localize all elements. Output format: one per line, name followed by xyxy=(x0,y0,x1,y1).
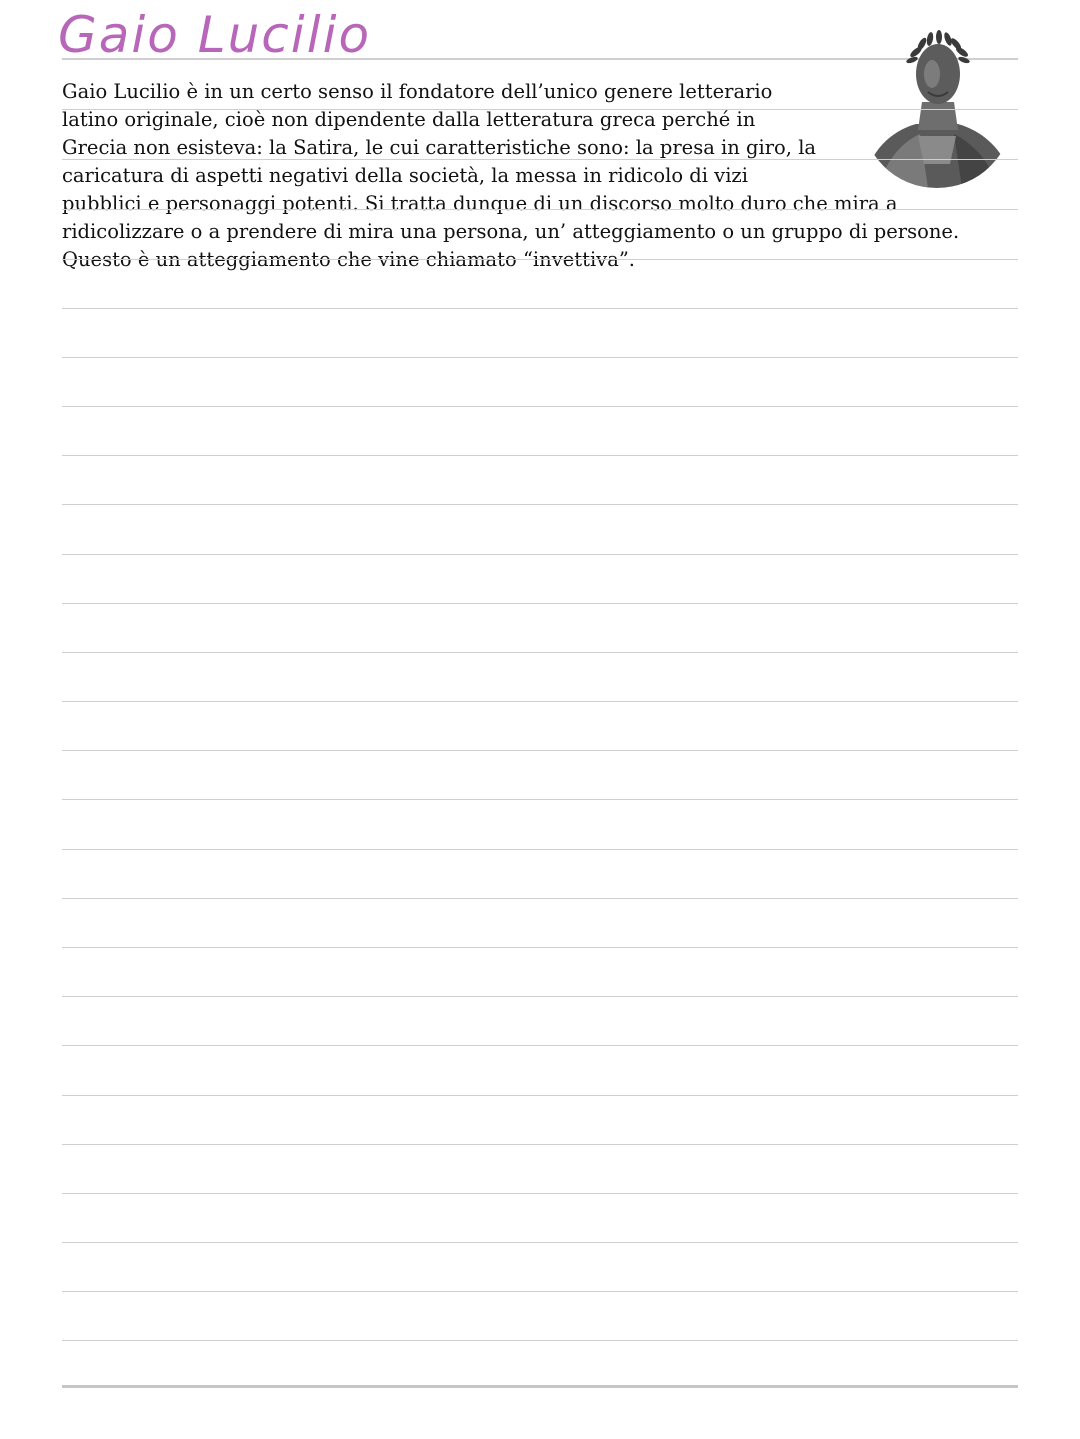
ruled-line xyxy=(62,799,1018,800)
ruled-line xyxy=(62,1095,1018,1096)
ruled-line xyxy=(62,652,1018,653)
ruled-line xyxy=(62,504,1018,505)
ruled-line xyxy=(62,259,1018,260)
bottom-rule xyxy=(62,1385,1018,1388)
ruled-line xyxy=(62,159,1018,160)
ruled-line xyxy=(62,109,1018,110)
ruled-line xyxy=(62,455,1018,456)
ruled-line xyxy=(62,1144,1018,1145)
body-paragraph xyxy=(62,78,1002,274)
ruled-line xyxy=(62,1242,1018,1243)
page-title: Gaio Lucilio xyxy=(58,6,372,64)
paragraph-text: Gaio Lucilio è in un certo senso il fondatore dell’unico genere letterario latino originale, cioè non dipendente dalla letteratura greca perché in Grecia non esisteva: la Satira, le cui caratteristiche sono: la presa in giro, la caricatura di aspetti negativi della società, la messa in ridicolo di vizi pubblici e personaggi potenti. Si tratta dunque di un discorso molto duro che mira a ridicolizzare o a prendere di mira una persona, un’ atteggiamento o un gruppo di persone. Questo è un atteggiamento che vine chiamato “invettiva”. xyxy=(62,80,960,271)
ruled-line xyxy=(62,898,1018,899)
ruled-line xyxy=(62,750,1018,751)
ruled-line xyxy=(62,308,1018,309)
ruled-line xyxy=(62,701,1018,702)
ruled-line xyxy=(62,209,1018,210)
ruled-line xyxy=(62,996,1018,997)
ruled-line xyxy=(62,1291,1018,1292)
ruled-line xyxy=(62,947,1018,948)
ruled-line xyxy=(62,554,1018,555)
ruled-line xyxy=(62,1193,1018,1194)
ruled-line xyxy=(62,1045,1018,1046)
ruled-line xyxy=(62,406,1018,407)
ruled-line xyxy=(62,603,1018,604)
ruled-line xyxy=(62,1340,1018,1341)
portrait-wrap-space xyxy=(824,78,1002,188)
ruled-line xyxy=(62,357,1018,358)
ruled-line xyxy=(62,849,1018,850)
